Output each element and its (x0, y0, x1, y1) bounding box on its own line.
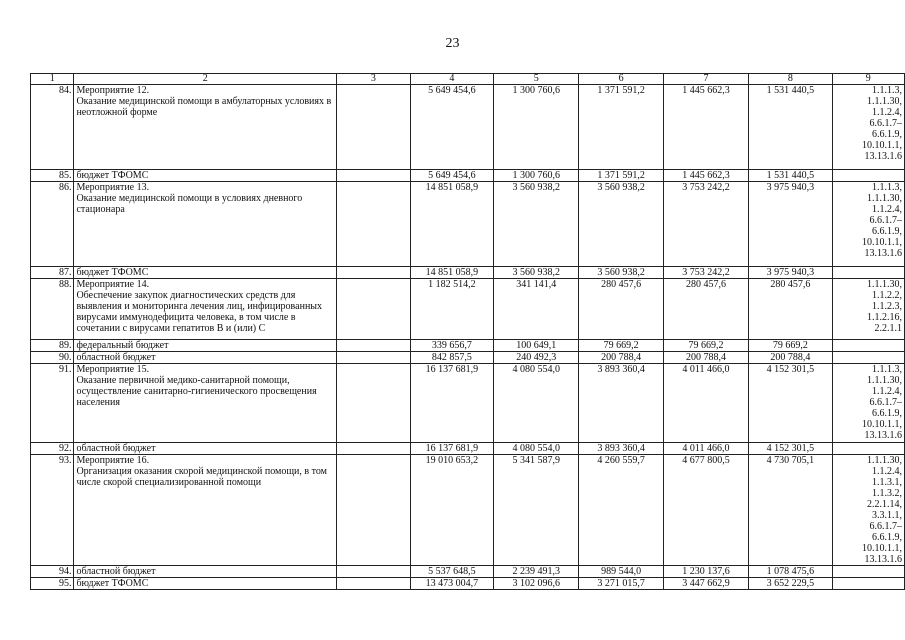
cell-c9: 1.1.1.3, 1.1.1.30, 1.1.2.4, 6.6.1.7– 6.6.1.9, 10.10.1.1, 13.13.1.6 (832, 182, 905, 267)
cell-c3 (337, 340, 411, 352)
cell-c7: 3 753 242,2 (663, 182, 748, 267)
cell-num: 88. (31, 279, 74, 340)
cell-c3 (337, 182, 411, 267)
cell-c6: 4 260 559,7 (579, 455, 663, 566)
cell-c4: 5 537 648,5 (410, 566, 493, 578)
cell-c5: 1 300 760,6 (494, 170, 579, 182)
cell-name: Мероприятие 15. Оказание первичной медико-санитарной помощи, осуществление санитарно-гигиенического просвещения населения (74, 364, 337, 443)
cell-c6: 989 544,0 (579, 566, 663, 578)
cell-num: 86. (31, 182, 74, 267)
cell-c5: 4 080 554,0 (494, 443, 579, 455)
cell-c7: 4 011 466,0 (663, 443, 748, 455)
cell-c5: 3 560 938,2 (494, 182, 579, 267)
column-number-row (31, 74, 905, 85)
cell-c5: 100 649,1 (494, 340, 579, 352)
cell-c9: 1.1.1.30, 1.1.2.2, 1.1.2.3, 1.1.2.16, 2.2.1.1 (832, 279, 905, 340)
cell-c7: 4 677 800,5 (663, 455, 748, 566)
cell-name: бюджет ТФОМС (74, 267, 337, 279)
cell-c4: 5 649 454,6 (410, 85, 493, 170)
cell-c7: 4 011 466,0 (663, 364, 748, 443)
cell-num: 94. (31, 566, 74, 578)
column-number: 8 (749, 74, 832, 85)
cell-c7: 280 457,6 (663, 279, 748, 340)
table-row (31, 566, 905, 578)
cell-c7: 79 669,2 (663, 340, 748, 352)
cell-c8: 1 078 475,6 (749, 566, 832, 578)
cell-num: 84. (31, 85, 74, 170)
page-number: 23 (445, 36, 460, 51)
table-row (31, 352, 905, 364)
cell-c8: 4 730 705,1 (749, 455, 832, 566)
cell-c4: 14 851 058,9 (410, 267, 493, 279)
cell-c4: 13 473 004,7 (410, 578, 493, 590)
cell-c9 (832, 352, 905, 364)
cell-c3 (337, 85, 411, 170)
cell-c5: 3 102 096,6 (494, 578, 579, 590)
cell-num: 85. (31, 170, 74, 182)
cell-c5: 5 341 587,9 (494, 455, 579, 566)
cell-c3 (337, 566, 411, 578)
cell-c8: 280 457,6 (749, 279, 832, 340)
cell-c4: 339 656,7 (410, 340, 493, 352)
column-number: 4 (410, 74, 493, 85)
cell-num: 92. (31, 443, 74, 455)
column-number: 5 (494, 74, 579, 85)
cell-c7: 200 788,4 (663, 352, 748, 364)
table-body (31, 74, 905, 590)
cell-c9 (832, 443, 905, 455)
table-row (31, 267, 905, 279)
cell-c9 (832, 267, 905, 279)
table-row (31, 443, 905, 455)
cell-c5: 341 141,4 (494, 279, 579, 340)
cell-c8: 3 652 229,5 (749, 578, 832, 590)
cell-c6: 3 893 360,4 (579, 443, 663, 455)
column-number: 2 (74, 74, 337, 85)
table-row (31, 340, 905, 352)
cell-c5: 3 560 938,2 (494, 267, 579, 279)
cell-c9: 1.1.1.3, 1.1.1.30, 1.1.2.4, 6.6.1.7– 6.6.1.9, 10.10.1.1, 13.13.1.6 (832, 364, 905, 443)
table-row (31, 85, 905, 170)
table-row (31, 279, 905, 340)
cell-c3 (337, 170, 411, 182)
cell-c4: 16 137 681,9 (410, 364, 493, 443)
cell-c8: 79 669,2 (749, 340, 832, 352)
cell-c5: 240 492,3 (494, 352, 579, 364)
cell-c9 (832, 170, 905, 182)
cell-name: Мероприятие 16. Организация оказания скорой медицинской помощи, в том числе скорой специализированной помощи (74, 455, 337, 566)
table-row (31, 364, 905, 443)
cell-c6: 79 669,2 (579, 340, 663, 352)
cell-c3 (337, 267, 411, 279)
cell-num: 95. (31, 578, 74, 590)
cell-name: Мероприятие 13. Оказание медицинской помощи в условиях дневного стационара (74, 182, 337, 267)
cell-c3 (337, 364, 411, 443)
cell-c7: 1 230 137,6 (663, 566, 748, 578)
cell-c9: 1.1.1.3, 1.1.1.30, 1.1.2.4, 6.6.1.7– 6.6.1.9, 10.10.1.1, 13.13.1.6 (832, 85, 905, 170)
cell-c4: 16 137 681,9 (410, 443, 493, 455)
cell-c4: 1 182 514,2 (410, 279, 493, 340)
budget-table (30, 73, 905, 590)
cell-c9 (832, 566, 905, 578)
cell-num: 91. (31, 364, 74, 443)
cell-c8: 1 531 440,5 (749, 85, 832, 170)
cell-c6: 1 371 591,2 (579, 85, 663, 170)
cell-c4: 14 851 058,9 (410, 182, 493, 267)
column-number: 1 (31, 74, 74, 85)
cell-c7: 3 753 242,2 (663, 267, 748, 279)
cell-c8: 4 152 301,5 (749, 364, 832, 443)
cell-c9: 1.1.1.30, 1.1.2.4, 1.1.3.1, 1.1.3.2, 2.2.1.14, 3.3.1.1, 6.6.1.7– 6.6.1.9, 10.10.1.1, 13.13.1.6 (832, 455, 905, 566)
cell-c4: 19 010 653,2 (410, 455, 493, 566)
cell-c3 (337, 455, 411, 566)
cell-c8: 1 531 440,5 (749, 170, 832, 182)
cell-num: 87. (31, 267, 74, 279)
cell-c5: 1 300 760,6 (494, 85, 579, 170)
cell-num: 90. (31, 352, 74, 364)
cell-c5: 2 239 491,3 (494, 566, 579, 578)
cell-num: 93. (31, 455, 74, 566)
cell-c7: 1 445 662,3 (663, 85, 748, 170)
cell-c7: 3 447 662,9 (663, 578, 748, 590)
cell-c6: 3 893 360,4 (579, 364, 663, 443)
cell-name: областной бюджет (74, 352, 337, 364)
cell-c6: 280 457,6 (579, 279, 663, 340)
cell-c9 (832, 578, 905, 590)
cell-c8: 200 788,4 (749, 352, 832, 364)
table-row (31, 182, 905, 267)
cell-name: бюджет ТФОМС (74, 578, 337, 590)
cell-c6: 3 271 015,7 (579, 578, 663, 590)
cell-c3 (337, 443, 411, 455)
cell-c8: 4 152 301,5 (749, 443, 832, 455)
cell-c5: 4 080 554,0 (494, 364, 579, 443)
cell-c6: 200 788,4 (579, 352, 663, 364)
cell-name: областной бюджет (74, 443, 337, 455)
cell-c4: 5 649 454,6 (410, 170, 493, 182)
cell-c4: 842 857,5 (410, 352, 493, 364)
cell-c6: 3 560 938,2 (579, 182, 663, 267)
table-row (31, 578, 905, 590)
column-number: 3 (337, 74, 411, 85)
cell-name: бюджет ТФОМС (74, 170, 337, 182)
table-row (31, 455, 905, 566)
cell-c8: 3 975 940,3 (749, 267, 832, 279)
cell-name: Мероприятие 14. Обеспечение закупок диагностических средств для выявления и мониторинга лечения лиц, инфицированных вирусами иммунодефицита человека, в том числе в сочетании с вирусами гепатитов В и (или) С (74, 279, 337, 340)
column-number: 7 (663, 74, 748, 85)
cell-num: 89. (31, 340, 74, 352)
cell-name: Мероприятие 12. Оказание медицинской помощи в амбулаторных условиях в неотложной форме (74, 85, 337, 170)
cell-c3 (337, 578, 411, 590)
cell-c7: 1 445 662,3 (663, 170, 748, 182)
cell-name: областной бюджет (74, 566, 337, 578)
column-number: 9 (832, 74, 905, 85)
cell-c6: 3 560 938,2 (579, 267, 663, 279)
cell-name: федеральный бюджет (74, 340, 337, 352)
cell-c9 (832, 340, 905, 352)
cell-c3 (337, 279, 411, 340)
cell-c3 (337, 352, 411, 364)
cell-c6: 1 371 591,2 (579, 170, 663, 182)
table-row (31, 170, 905, 182)
column-number: 6 (579, 74, 663, 85)
cell-c8: 3 975 940,3 (749, 182, 832, 267)
